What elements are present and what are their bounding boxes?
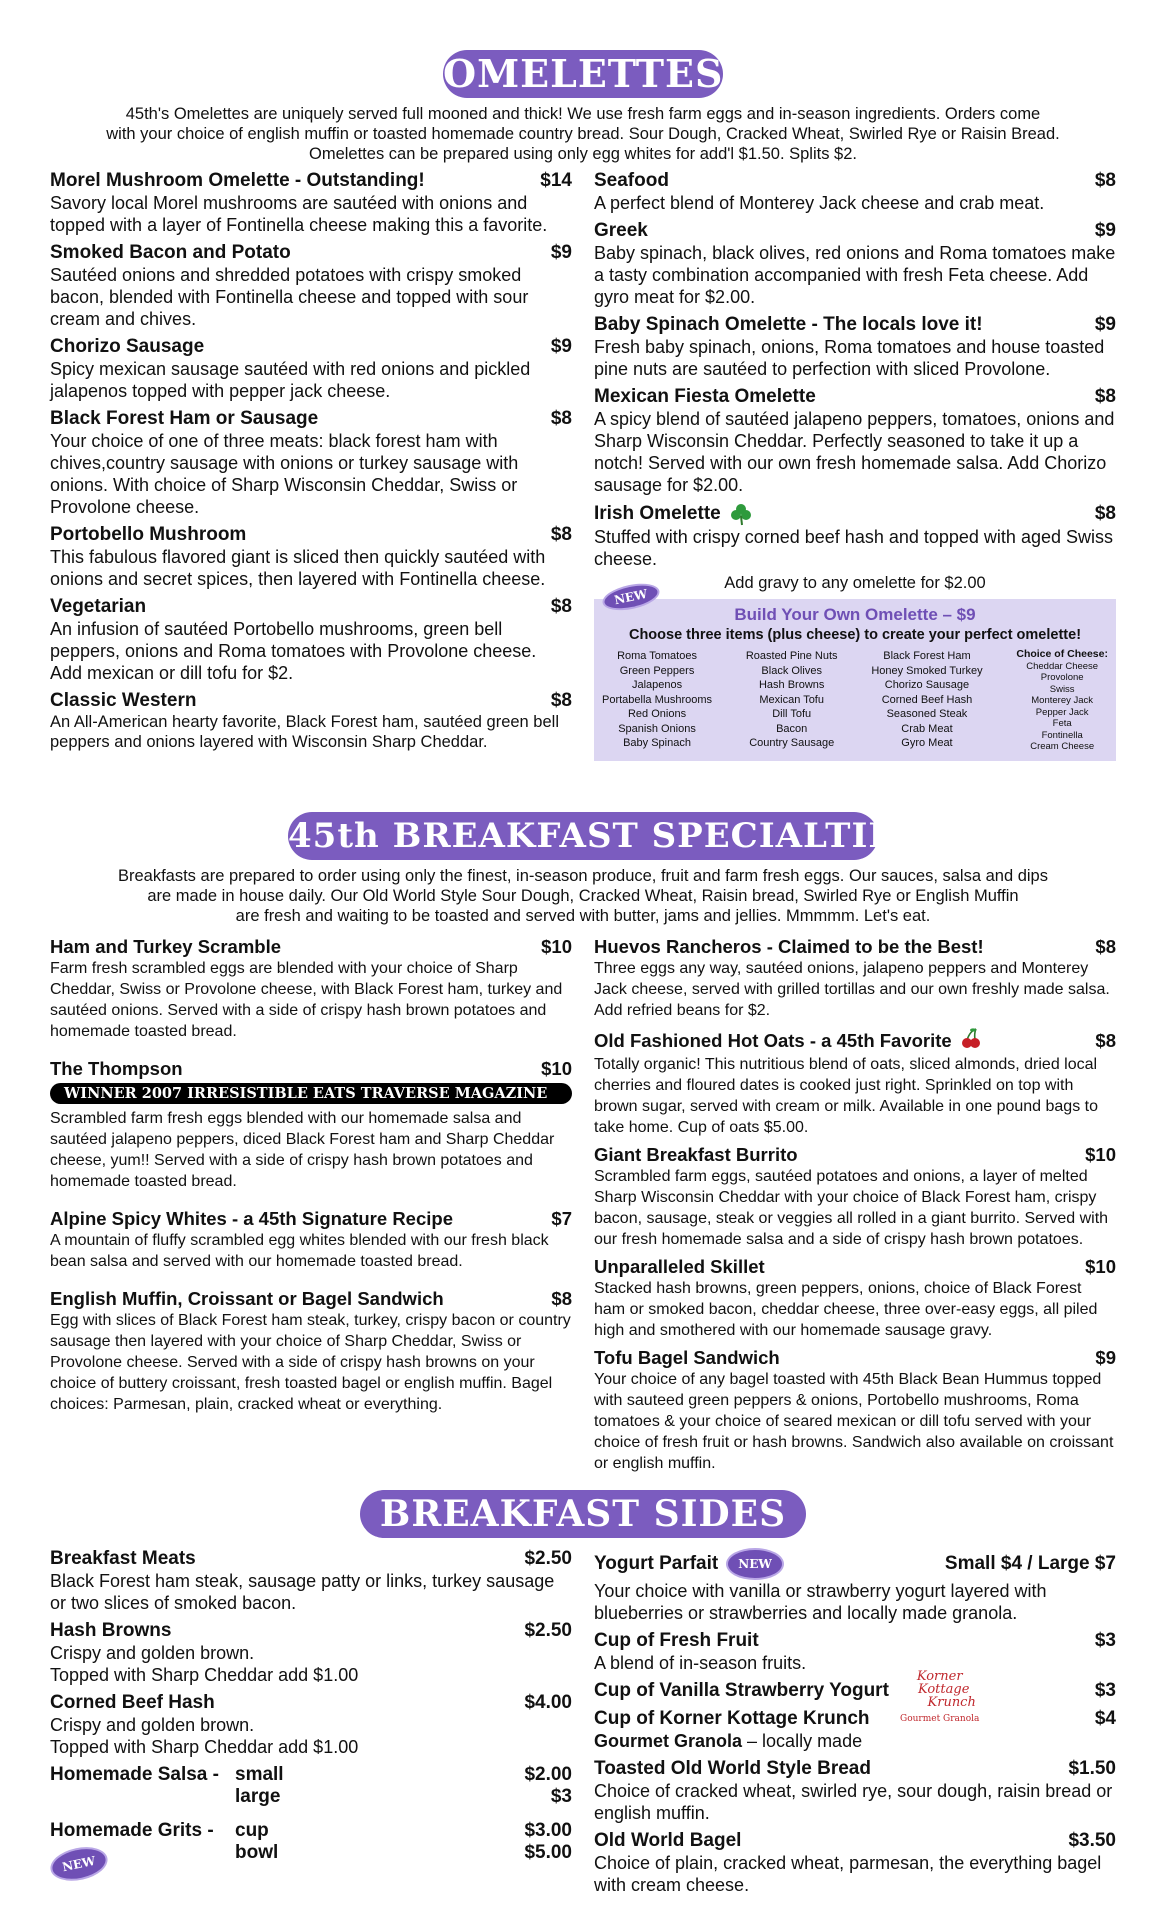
item-name: Portobello Mushroom — [50, 524, 247, 545]
item-name: Hash Browns — [50, 1620, 172, 1641]
omelettes-right-column — [594, 170, 1116, 761]
item-name: Seafood — [594, 170, 669, 191]
item-desc: Sautéed onions and shredded potatoes with crispy smoked bacon, blended with Fontinella cheese and topped with sour cream and chives. — [50, 265, 529, 329]
item-price: $9 — [1095, 1347, 1116, 1368]
menu-item — [50, 524, 572, 590]
item-name: Morel Mushroom Omelette - Outstanding! — [50, 170, 425, 191]
menu-item — [594, 314, 1116, 380]
item-desc: A perfect blend of Monterey Jack cheese and crab meat. — [594, 193, 1045, 213]
item-price: $9 — [1094, 220, 1116, 241]
item-desc: Scrambled farm fresh eggs blended with our homemade salsa and sautéed jalapeno peppers, diced Black Forest ham and Sharp Cheddar cheese, yum!! Served with a side of crispy hash brown potatoes and homemade toasted bread. — [50, 1110, 555, 1190]
item-desc: Choice of cracked wheat, swirled rye, sour dough, raisin bread or english muffin. — [594, 1781, 1113, 1823]
byo-subtitle: Choose three items (plus cheese) to create your perfect omelette! — [628, 627, 1082, 643]
item-desc: Crispy and golden brown. — [50, 1643, 255, 1663]
item-price: $4.00 — [524, 1692, 572, 1713]
menu-item — [594, 1630, 1116, 1674]
menu-item — [594, 220, 1116, 308]
item-desc: A blend of in-season fruits. — [594, 1653, 807, 1673]
item-name: Greek — [594, 220, 648, 241]
item-price: $8 — [1094, 386, 1116, 407]
item-desc: Topped with Sharp Cheddar add $1.00 — [50, 1665, 359, 1685]
item-price: $3 — [1094, 1680, 1116, 1701]
item-desc: Egg with slices of Black Forest ham steak, turkey, crispy bacon or country sausage then layered with your choice of Sharp Cheddar, Swiss or Provolone cheese. Served with a side of crispy hash browns on your choice of buttery croissant, fresh toasted bagel or english muffin. Bagel choices: Parmesan, plain, cracked wheat or everything. — [50, 1312, 571, 1413]
omelettes-banner: OMELETTES — [443, 51, 724, 96]
menu-item — [594, 1758, 1116, 1824]
item-name: Tofu Bagel Sandwich — [594, 1347, 780, 1368]
item-price: $9 — [550, 336, 572, 357]
item-price: $2.50 — [524, 1620, 572, 1641]
build-your-own-box — [594, 599, 1116, 761]
item-price: $14 — [540, 170, 572, 191]
item-price: $2.50 — [524, 1548, 572, 1569]
item-size: cup — [235, 1820, 269, 1841]
menu-item — [50, 336, 572, 402]
item-name: Black Forest Ham or Sausage — [50, 408, 319, 429]
item-name: Smoked Bacon and Potato — [50, 242, 291, 263]
menu-item — [594, 1256, 1116, 1341]
item-price: $5.00 — [524, 1842, 572, 1863]
item-price: $8 — [550, 596, 572, 617]
byo-column: Black Forest Ham Honey Smoked Turkey Chorizo Sausage Corned Beef Hash Seasoned Steak Crab Meat Gyro Meat — [871, 650, 983, 749]
item-name: Vegetarian — [50, 596, 147, 617]
menu-item — [594, 936, 1116, 1021]
menu-item — [50, 1820, 572, 1880]
item-price: $10 — [541, 1058, 572, 1079]
item-price: $4 — [1094, 1708, 1116, 1729]
item-name: Unparalleled Skillet — [594, 1256, 765, 1277]
item-name: Irish Omelette — [594, 503, 721, 524]
item-price: $3.00 — [524, 1820, 572, 1841]
byo-column: Roasted Pine Nuts Black Olives Hash Browns Mexican Tofu Dill Tofu Bacon Country Sausage — [745, 650, 838, 749]
menu-item — [594, 1027, 1116, 1138]
item-name: Toasted Old World Style Bread — [594, 1758, 871, 1779]
item-price: $9 — [550, 242, 572, 263]
menu-item — [50, 170, 572, 236]
menu-item — [594, 1830, 1116, 1896]
item-name: Alpine Spicy Whites - a 45th Signature Recipe — [50, 1208, 453, 1229]
menu-item — [50, 596, 572, 684]
byo-title: Build Your Own Omelette – $9 — [734, 605, 976, 624]
item-size: bowl — [235, 1842, 279, 1863]
menu-item — [594, 386, 1116, 496]
item-price: $1.50 — [1068, 1758, 1116, 1779]
item-desc: Fresh baby spinach, onions, Roma tomatoes and house toasted pine nuts are sautéed to perfection with sliced Provolone. — [594, 337, 1105, 379]
item-name: Classic Western — [50, 690, 197, 711]
item-desc: Farm fresh scrambled eggs are blended with your choice of Sharp Cheddar, Swiss or Provolone cheese, with Black Forest ham, turkey and sautéed onions. Served with a side of crispy hash brown potatoes and homemade toasted bread. — [50, 960, 563, 1040]
item-desc: Savory local Morel mushrooms are sautéed with onions and topped with a layer of Fontinella cheese making this a favorite. — [50, 193, 548, 235]
menu-item — [50, 1548, 572, 1614]
item-name: Giant Breakfast Burrito — [594, 1144, 798, 1165]
menu-item — [50, 690, 572, 752]
item-desc: Three eggs any way, sautéed onions, jalapeno peppers and Monterey Jack cheese, served with grilled tortillas and our own freshly made salsa. Add refried beans for $2. — [594, 960, 1110, 1019]
item-desc: Choice of plain, cracked wheat, parmesan, the everything bagel with cream cheese. — [594, 1853, 1102, 1895]
item-name: Yogurt Parfait — [594, 1553, 719, 1574]
specialties-banner: 45th BREAKFAST SPECIALTIES — [288, 812, 878, 860]
menu-item — [50, 408, 572, 518]
item-price: $10 — [541, 936, 572, 957]
menu-item — [50, 1764, 572, 1808]
item-price: $8 — [550, 690, 572, 711]
item-desc: A spicy blend of sautéed jalapeno peppers, tomatoes, onions and Sharp Wisconsin Cheddar. Perfectly seasoned to take it up a notch! Served with our own fresh homemade salsa. Add Chorizo sausage for $2.00. — [594, 409, 1115, 495]
item-name: Mexican Fiesta Omelette — [594, 386, 816, 407]
item-price: Small $4 / Large $7 — [944, 1553, 1116, 1574]
menu-item — [594, 502, 1116, 570]
sides-right-column — [594, 1548, 1116, 1902]
item-name: The Thompson — [50, 1058, 183, 1079]
item-desc: An All-American hearty favorite, Black Forest ham, sautéed green bell peppers and onions layered with Wisconsin Sharp Cheddar. — [50, 713, 559, 751]
new-badge: NEW — [726, 1548, 784, 1580]
item-price: $8 — [550, 524, 572, 545]
shamrock-icon — [729, 502, 753, 526]
item-name: Corned Beef Hash — [50, 1692, 215, 1713]
item-size: large — [235, 1786, 281, 1807]
sides-left-column — [50, 1548, 572, 1886]
byo-column: Roma Tomatoes Green Peppers Jalapenos Portabella Mushrooms Red Onions Spanish Onions Baby Spinach — [602, 650, 713, 749]
item-name: Ham and Turkey Scramble — [50, 936, 281, 957]
menu-item — [594, 170, 1116, 214]
item-desc: Your choice of any bagel toasted with 45th Black Bean Hummus topped with sauteed green peppers & onions, Portobello mushrooms, Roma tomatoes & your choice of seared mexican or dill tofu served with your choice of fresh fruit or hash browns. Sandwich also available on croissant or english muffin. — [594, 1371, 1114, 1472]
menu-item — [594, 1347, 1116, 1474]
item-name: Huevos Rancheros - Claimed to be the Best! — [594, 936, 984, 957]
new-badge: NEW — [47, 1842, 110, 1885]
item-name: Old Fashioned Hot Oats - a 45th Favorite — [594, 1029, 952, 1051]
menu-item — [50, 1692, 572, 1758]
menu-item — [50, 1208, 572, 1272]
menu-item — [594, 1144, 1116, 1250]
menu-item — [594, 1548, 1116, 1624]
korner-kottage-logo: Korner Kottage Krunch Gourmet Granola — [900, 1669, 980, 1724]
menu-item — [50, 936, 572, 1042]
item-name: Chorizo Sausage — [50, 336, 205, 357]
omelettes-intro: 45th's Omelettes are uniquely served full mooned and thick! We use fresh farm eggs and in-season ingredients. Orders come with your choice of english muffin or toasted homemade country bread. Sour Dough, Cracked Wheat, Swirled Rye or Raisin Bread. Omelettes can be prepared using only egg whites for add'l $1.50. Splits $2. — [106, 105, 1060, 163]
item-desc: Stuffed with crispy corned beef hash and topped with aged Swiss cheese. — [594, 527, 1113, 569]
menu-item — [50, 1058, 572, 1192]
item-desc: Stacked hash browns, green peppers, onions, choice of Black Forest ham or smoked bacon, cheddar cheese, three over-easy eggs, all piled high and smothered with our homemade sausage gravy. — [594, 1280, 1098, 1339]
new-badge: NEW — [600, 579, 661, 614]
item-name: Cup of Vanilla Strawberry Yogurt — [594, 1680, 889, 1701]
specialties-intro: Breakfasts are prepared to order using only the finest, in-season produce, fruit and farm fresh eggs. Our sauces, salsa and dips are made in house daily. Our Old World Style Sour Dough, Cracked Wheat, Raisin bread, Swirled Rye or English Muffin are fresh and waiting to be toasted and served with butter, jams and jellies. Mmmmm. Let's eat. — [117, 867, 1048, 925]
item-name: English Muffin, Croissant or Bagel Sandwich — [50, 1288, 444, 1309]
cherry-icon — [960, 1027, 982, 1054]
award-banner: WINNER 2007 IRRESISTIBLE EATS TRAVERSE MAGAZINE — [50, 1083, 572, 1104]
item-desc: This fabulous flavored giant is sliced then quickly sautéed with onions and secret spices, then layered with Fontinella cheese. — [50, 547, 546, 589]
item-desc: Spicy mexican sausage sautéed with red onions and pickled jalapenos topped with pepper jack cheese. — [50, 359, 531, 401]
item-name: Homemade Grits - — [50, 1820, 214, 1841]
item-name: Cup of Korner Kottage Krunch — [594, 1708, 870, 1729]
menu-item — [50, 242, 572, 330]
item-price: $8 — [551, 1288, 572, 1309]
item-price: $10 — [1085, 1144, 1116, 1165]
item-price: $7 — [551, 1208, 572, 1229]
specialties-left-column — [50, 936, 572, 1421]
gravy-note: Add gravy to any omelette for $2.00 — [724, 574, 986, 592]
item-name: Cup of Fresh Fruit — [594, 1630, 759, 1651]
item-desc: Topped with Sharp Cheddar add $1.00 — [50, 1737, 359, 1757]
item-price: $8 — [550, 408, 572, 429]
byo-cheese-column: Choice of Cheese: Cheddar Cheese Provolone Swiss Monterey Jack Pepper Jack Feta Fontinella Cream Cheese — [1016, 648, 1108, 752]
item-name: Breakfast Meats — [50, 1548, 196, 1569]
item-desc: Crispy and golden brown. — [50, 1715, 255, 1735]
item-desc: A mountain of fluffy scrambled egg whites blended with our fresh black bean salsa and served with our homemade toasted bread. — [50, 1232, 549, 1270]
item-name: Baby Spinach Omelette - The locals love it! — [594, 314, 983, 335]
menu-item: Cup of Korner Kottage Krunch $4 Gourmet Granola – locally made — [594, 1708, 1116, 1751]
item-price: $3 — [550, 1786, 572, 1807]
item-price: $3.50 — [1068, 1830, 1116, 1851]
item-desc: Scrambled farm eggs, sautéed potatoes and onions, a layer of melted Sharp Wisconsin Cheddar with your choice of Black Forest ham, crispy bacon, sausage, steak or veggies all rolled in a giant burrito. Served with our fresh homemade salsa and a side of crispy hash brown potatoes. — [594, 1168, 1109, 1248]
item-price: $2.00 — [524, 1764, 572, 1785]
item-size: small — [235, 1764, 284, 1785]
item-price: $10 — [1085, 1256, 1116, 1277]
item-price: $9 — [1094, 314, 1116, 335]
item-name: Old World Bagel — [594, 1830, 742, 1851]
item-price: $8 — [1095, 936, 1116, 957]
item-price: $8 — [1095, 1029, 1116, 1051]
item-name: Homemade Salsa - — [50, 1764, 219, 1785]
item-price: $8 — [1094, 503, 1116, 524]
item-desc: Black Forest ham steak, sausage patty or links, turkey sausage or two slices of smoked bacon. — [50, 1571, 555, 1613]
byo-options — [602, 649, 1108, 753]
item-desc: Totally organic! This nutritious blend of oats, sliced almonds, dried local cherries and floured dates is cooked just right. Sprinkled on top with brown sugar, served with cream or milk. Available in one pound bags to take home. Cup of oats $5.00. — [594, 1056, 1098, 1136]
item-price: $8 — [1094, 170, 1116, 191]
menu-item — [50, 1288, 572, 1415]
specialties-right-column — [594, 936, 1116, 1480]
menu-item — [50, 1620, 572, 1686]
item-desc: Your choice with vanilla or strawberry yogurt layered with blueberries or strawberries and locally made granola. — [594, 1581, 1047, 1623]
item-desc: Your choice of one of three meats: black forest ham with chives,country sausage with onions or turkey sausage with onions. With choice of Sharp Wisconsin Cheddar, Swiss or Provolone cheese. — [50, 431, 519, 517]
omelettes-left-column — [50, 170, 572, 758]
item-desc: An infusion of sautéed Portobello mushrooms, green bell peppers, onions and Roma tomatoes with Provolone cheese. Add mexican or dill tofu for $2. — [50, 619, 537, 683]
item-price: $3 — [1094, 1630, 1116, 1651]
item-desc: Baby spinach, black olives, red onions and Roma tomatoes make a tasty combination accompanied with fresh Feta cheese. Add gyro meat for $2.00. — [594, 243, 1116, 307]
sides-banner: BREAKFAST SIDES — [360, 1490, 806, 1538]
